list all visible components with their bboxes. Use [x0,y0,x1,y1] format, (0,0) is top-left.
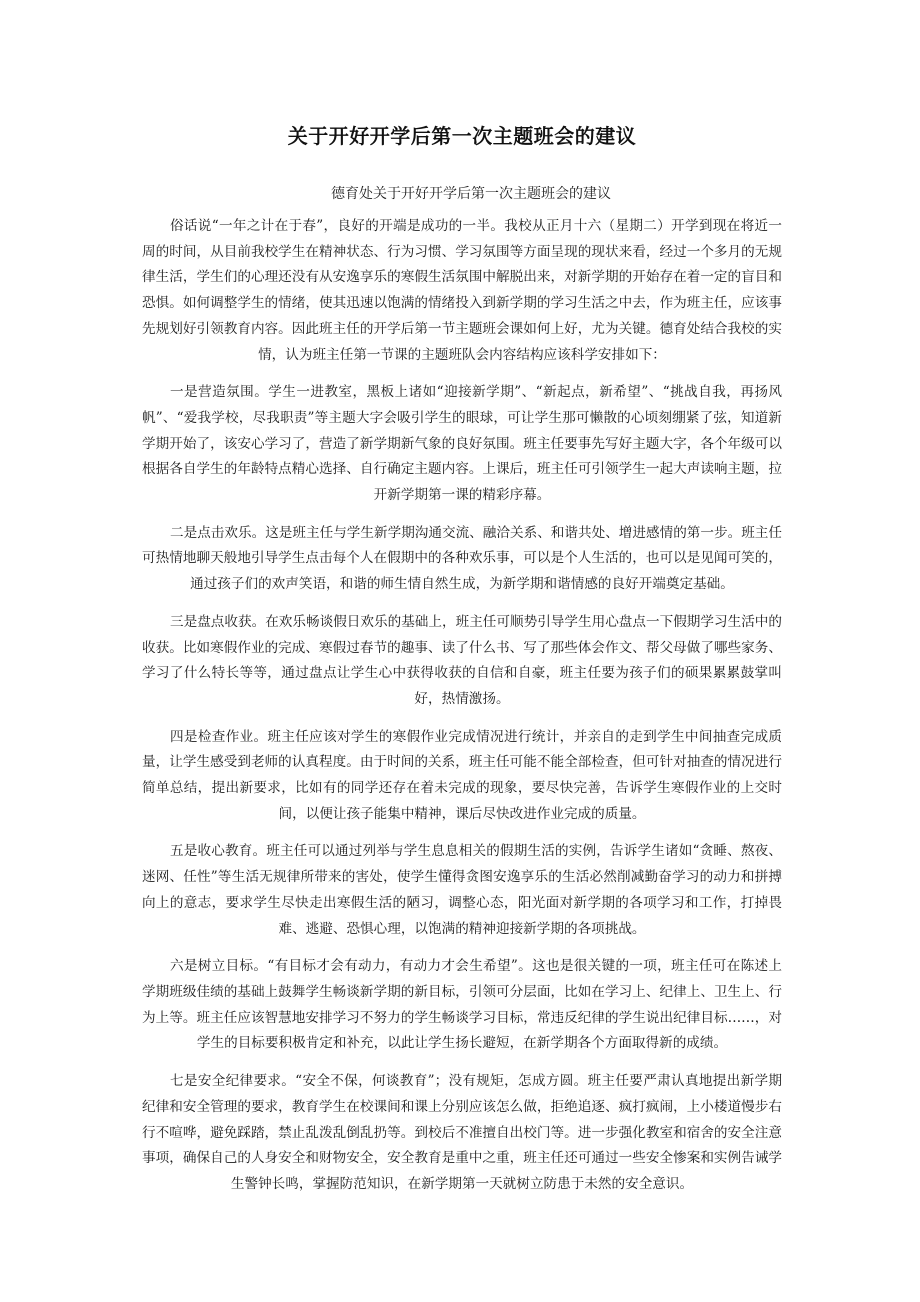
document-body [142,214,782,1210]
paragraph-item-5: 五是收心教育。班主任可以通过列举与学生息息相关的假期生活的实例，告诉学生诸如“贪睡、熬夜、迷网、任性”等生活无规律所带来的害处，使学生懂得贪图安逸享乐的生活必然削减勤奋学习的动力和拼搏向上的意志，要求学生尽快走出寒假生活的陋习，调整心态，阳光面对新学期的各项学习和工作，打掉畏难、逃避、恐惧心理，以饱满的精神迎接新学期的各项挑战。 [142,843,782,937]
document-title: 关于开好开学后第一次主题班会的建议 [287,124,637,148]
paragraph-item-7: 七是安全纪律要求。“安全不保，何谈教育”；没有规矩，怎成方圆。班主任要严肃认真地提出新学期纪律和安全管理的要求，教育学生在校课间和课上分别应该怎么做，拒绝追逐、疯打疯闹，上小楼道慢步右行不喧哗，避免踩踏，禁止乱泼乱倒乱扔等。到校后不准擅自出校门等。进一步强化教室和宿舍的安全注意事项，确保自己的人身安全和财物安全，安全教育是重中之重，班主任还可通过一些安全惨案和实例告诫学生警钟长鸣，掌握防范知识，在新学期第一天就树立防患于未然的安全意识。 [142,1073,782,1192]
paragraph-intro: 俗话说“一年之计在于春”，良好的开端是成功的一半。我校从正月十六（星期二）开学到现在将近一周的时间，从目前我校学生在精神状态、行为习惯、学习氛围等方面呈现的现状来看，经过一个多月的无规律生活，学生们的心理还没有从安逸享乐的寒假生活氛围中解脱出来，对新学期的开始存在着一定的盲目和恐惧。如何调整学生的情绪，使其迅速以饱满的情绪投入到新学期的学习生活之中去，作为班主任，应该事先规划好引领教育内容。因此班主任的开学后第一节主题班会课如何上好，尤为关键。德育处结合我校的实情，认为班主任第一节课的主题班队会内容结构应该科学安排如下： [142,218,782,363]
paragraph-item-3: 三是盘点收获。在欢乐畅谈假日欢乐的基础上，班主任可顺势引导学生用心盘点一下假期学习生活中的收获。比如寒假作业的完成、寒假过春节的趣事、读了什么书、写了那些体会作文、帮父母做了哪些家务、学习了什么特长等等，通过盘点让学生心中获得收获的自信和自豪，班主任要为孩子们的硕果累累鼓掌叫好，热情激扬。 [142,613,782,707]
paragraph-item-6: 六是树立目标。“有目标才会有动力，有动力才会生希望”。这也是很关键的一项，班主任可在陈述上学期班级佳绩的基础上鼓舞学生畅谈新学期的新目标，引领可分层面，比如在学习上、纪律上、卫生上、行为上等。班主任应该智慧地安排学习不努力的学生畅谈学习目标，常违反纪律的学生说出纪律目标……，对学生的目标要积极肯定和补充，以此让学生扬长避短，在新学期各个方面取得新的成绩。 [142,958,782,1052]
paragraph-item-4: 四是检查作业。班主任应该对学生的寒假作业完成情况进行统计，并亲自的走到学生中间抽查完成质量，让学生感受到老师的认真程度。由于时间的关系，班主任可能不能全部检查，但可针对抽查的情况进行简单总结，提出新要求，比如有的同学还存在着未完成的现象，要尽快完善，告诉学生寒假作业的上交时间，以便让孩子能集中精神，课后尽快改进作业完成的质量。 [142,728,782,822]
paragraph-item-2: 二是点击欢乐。这是班主任与学生新学期沟通交流、融洽关系、和谐共处、增进感情的第一步。班主任可热情地聊天般地引导学生点击每个人在假期中的各种欢乐事，可以是个人生活的，也可以是见闻可笑的，通过孩子们的欢声笑语，和谐的师生情自然生成，为新学期和谐情感的良好开端奠定基础。 [142,524,782,593]
document-subtitle: 德育处关于开好开学后第一次主题班会的建议 [331,186,611,202]
paragraph-item-1: 一是营造氛围。学生一进教室，黑板上诸如“迎接新学期”、“新起点，新希望”、“挑战自我，再扬风帆”、“爱我学校，尽我职责”等主题大字会吸引学生的眼球，可让学生那可懒散的心顷刻绷紧了弦，知道新学期开始了，该安心学习了，营造了新学期新气象的良好氛围。班主任要事先写好主题大字，各个年级可以根据各自学生的年龄特点精心选择、自行确定主题内容。上课后，班主任可引领学生一起大声读响主题，拉开新学期第一课的精彩序幕。 [142,384,782,504]
